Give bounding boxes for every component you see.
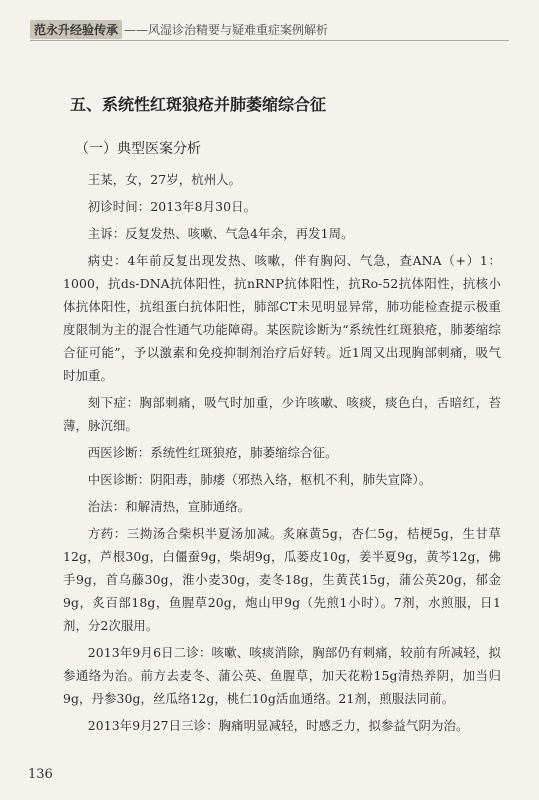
- paragraph-prescription: 方药：三拗汤合柴枳半夏汤加减。炙麻黄5g，杏仁5g，桔梗5g，生甘草12g，芦根30g，白僵蚕9g，柴胡9g，瓜蒌皮10g，姜半夏9g，黄芩12g，佛手9g，首乌藤30g，淮小麦30g，麦冬18g，生黄芪15g，蒲公英20g，郁金9g，炙百部18g，鱼腥草20g，炮山甲9g（先煎1小时）。7剂，水煎服，日1剂，分2次服用。: [63, 526, 501, 633]
- book-subtitle: ——风湿诊治精要与疑难重症案例解析: [124, 23, 329, 37]
- paragraph-first-visit: 初诊时间：2013年8月30日。: [87, 199, 257, 214]
- paragraph-third-visit: 2013年9月27日三诊：胸痛明显减轻，时感乏力，拟参益气阴为治。: [87, 718, 469, 733]
- book-series-label: 范永升经验传承: [30, 20, 122, 39]
- subsection-title: （一）典型医案分析: [75, 141, 201, 157]
- section-title: 五、系统性红斑狼疮并肺萎缩综合征: [70, 95, 327, 114]
- paragraph-patient: 王某，女，27岁，杭州人。: [87, 172, 242, 187]
- paragraph-history: 病史：4年前反复出现发热、咳嗽，伴有胸闷、气急，查ANA（+）1：1000，抗ds-DNA抗体阳性，抗nRNP抗体阳性，抗Ro-52抗体阳性，抗核小体抗体阳性，抗组蛋白抗体阳性，肺部CT未见明显异常，肺功能检查提示极重度限制为主的混合性通气功能障碍。某医院诊断为“系统性红斑狼疮，肺萎缩综合征可能”，予以激素和免疫抑制剂治疗后好转。近1周又出现胸部刺痛，吸气时加重。: [63, 253, 501, 383]
- paragraph-tcm-diagnosis: 中医诊断：阴阳毒，肺痿（邪热入络，枢机不利，肺失宣降）。: [87, 472, 432, 487]
- paragraph-treatment: 治法：和解清热，宣肺通络。: [87, 499, 251, 514]
- case-body: [63, 168, 501, 741]
- running-header: [30, 20, 328, 39]
- page-number: 136: [28, 767, 53, 782]
- paragraph-western-diagnosis: 西医诊断：系统性红斑狼疮，肺萎缩综合征。: [87, 445, 338, 460]
- paragraph-symptoms: 刻下症：胸部刺痛，吸气时加重，少许咳嗽、咳痰，痰色白，舌暗红，苔薄，脉沉细。: [63, 395, 501, 433]
- header-rule: [30, 40, 509, 41]
- paragraph-chief-complaint: 主诉：反复发热、咳嗽、气急4年余，再发1周。: [87, 226, 354, 241]
- paragraph-second-visit: 2013年9月6日二诊：咳嗽、咳痰消除，胸部仍有刺痛，较前有所减轻，拟参通络为治。前方去麦冬、蒲公英、鱼腥草，加天花粉15g清热养阴，加当归9g，丹参30g，丝瓜络12g，桃仁10g活血通络。21剂，煎服法同前。: [63, 645, 501, 706]
